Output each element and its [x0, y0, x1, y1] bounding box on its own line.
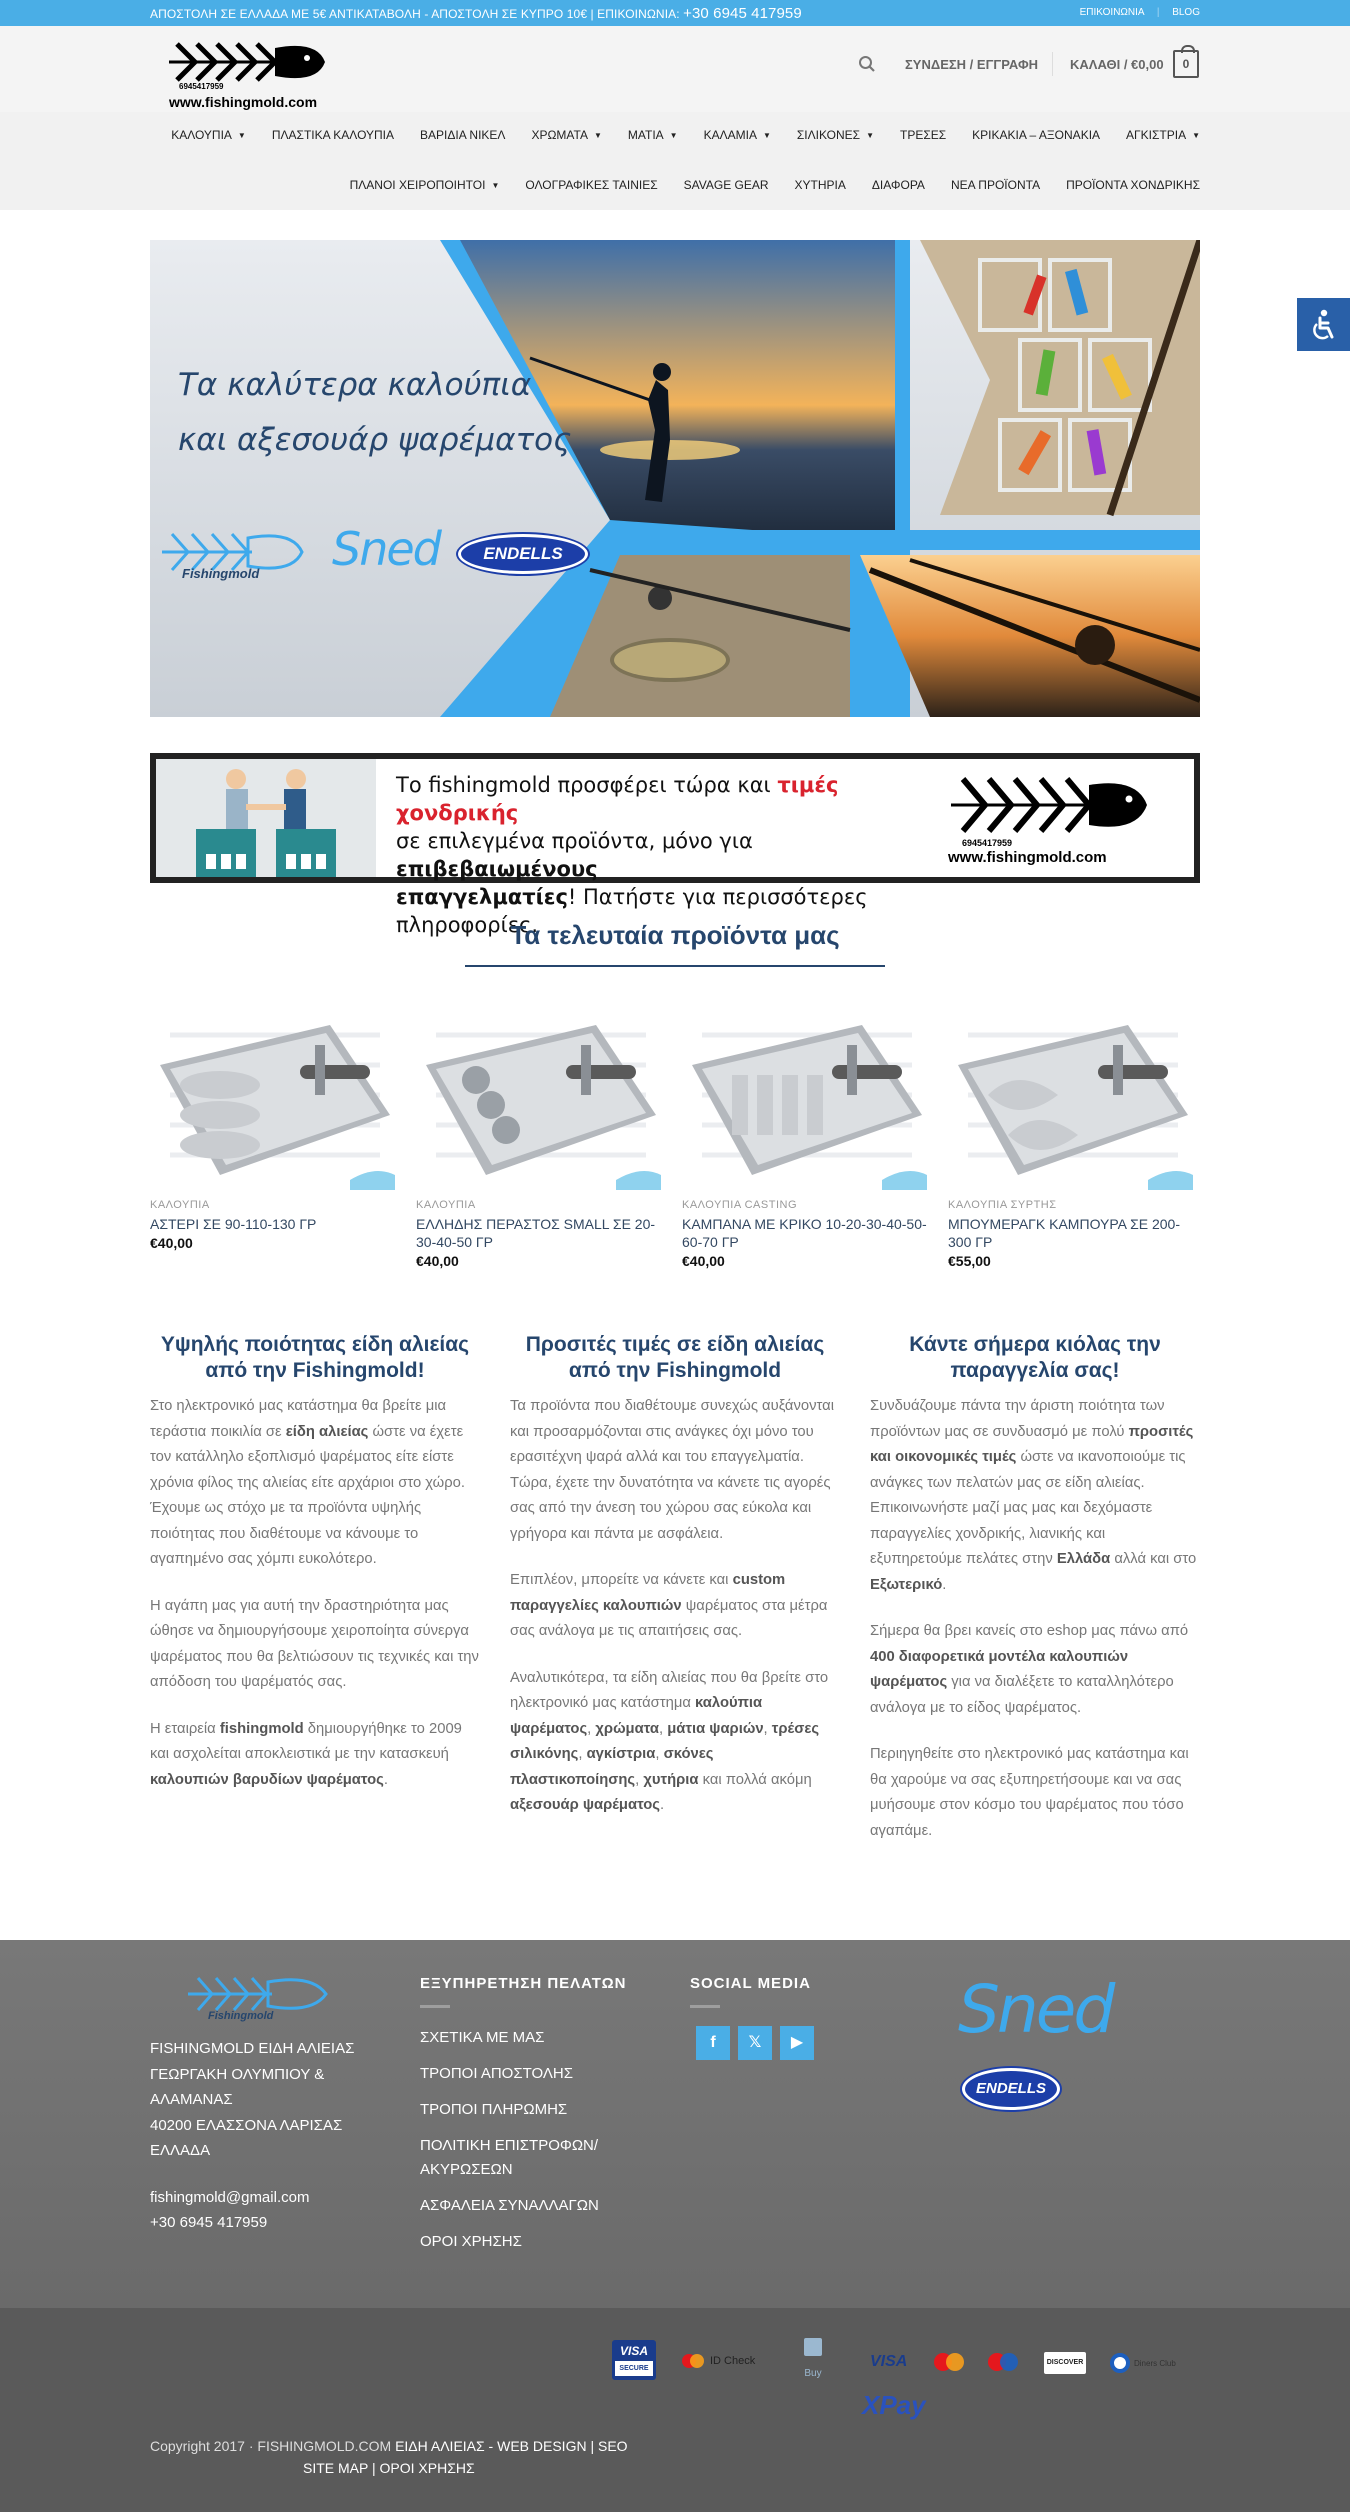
- nav-item-label: ΒΑΡΙΔΙΑ ΝΙΚΕΛ: [420, 128, 506, 142]
- chevron-down-icon: ▼: [762, 131, 771, 141]
- footer-bottom-bar: [0, 2308, 1350, 2512]
- facebook-icon[interactable]: f: [696, 2026, 730, 2060]
- nav-row-primary: [145, 128, 1200, 142]
- nav-item-label: ΚΑΛΟΥΠΙΑ: [171, 128, 232, 142]
- header-divider: [1052, 52, 1053, 76]
- latest-products-title: Τα τελευταία προϊόντα μας: [510, 920, 840, 950]
- footer-customer-service: [420, 1975, 660, 2260]
- product-image[interactable]: [948, 1005, 1198, 1190]
- footer-sned-logo[interactable]: Sned: [958, 1971, 1113, 2048]
- nav-item-row2-0[interactable]: [350, 178, 500, 192]
- product-price: €55,00: [948, 1253, 991, 1269]
- search-icon[interactable]: [858, 55, 876, 73]
- product-category[interactable]: ΚΑΛΟΥΠΙΑ CASTING: [682, 1199, 798, 1211]
- hero-artwork: [150, 240, 1200, 717]
- nav-item-label: ΤΡΕΣΕΣ: [899, 128, 947, 142]
- product-card[interactable]: [948, 1005, 1198, 1269]
- nav-item-row2-6[interactable]: [1066, 178, 1200, 192]
- logo-phone: 6945417959: [179, 82, 224, 91]
- topbar-blog-link[interactable]: BLOG: [1172, 7, 1200, 18]
- topbar-contact-link[interactable]: ΕΠΙΚΟΙΝΩΝΙΑ: [1079, 7, 1145, 18]
- product-price: €40,00: [416, 1253, 459, 1269]
- nav-item-label: ΚΡΙΚΑΚΙΑ – ΑΞΟΝΑΚΙΑ: [972, 128, 1101, 142]
- nav-item-label: ΔΙΑΦΟΡΑ: [871, 178, 925, 192]
- site-footer: [0, 1940, 1350, 2308]
- mastercard-logo: [932, 2351, 968, 2373]
- accessibility-icon: [1309, 309, 1339, 341]
- nav-item-label: ΠΛΑΝΟΙ ΧΕΙΡΟΠΟΙΗΤΟΙ: [349, 178, 486, 192]
- wholesale-url: www.fishingmold.com: [948, 849, 1107, 866]
- maestro-logo: [986, 2351, 1022, 2373]
- nav-item-row1-2[interactable]: [420, 128, 505, 142]
- discover-logo: DISCOVER: [1044, 2352, 1086, 2374]
- top-bar: ΑΠΟΣΤΟΛΗ ΣΕ ΕΛΛΑΔΑ ΜΕ 5€ ΑΝΤΙΚΑΤΑΒΟΛΗ - ΑΠΟΣΤΟΛΗ ΣΕ ΚΥΠΡΟ 10€ | ΕΠΙΚΟΙΝΩΝΙΑ: +30 6945 417959 ΕΠΙΚΟΙΝΩΝΙΑ | BLOG: [0, 0, 1350, 26]
- product-image[interactable]: [682, 1005, 932, 1190]
- feature-order: [870, 1332, 1200, 1844]
- nav-item-row1-0[interactable]: [171, 128, 246, 142]
- diners-club-logo: Diners Club: [1110, 2352, 1176, 2374]
- visa-secure-badge: VISA SECURE: [612, 2340, 656, 2380]
- shipping-message: ΑΠΟΣΤΟΛΗ ΣΕ ΕΛΛΑΔΑ ΜΕ 5€ ΑΝΤΙΚΑΤΑΒΟΛΗ - ΑΠΟΣΤΟΛΗ ΣΕ ΚΥΠΡΟ 10€ | ΕΠΙΚΟΙΝΩΝΙΑ: +30 6945 417959: [150, 5, 802, 22]
- x-twitter-icon[interactable]: 𝕏: [738, 2026, 772, 2060]
- nav-item-row2-5[interactable]: [951, 178, 1040, 192]
- feature-prices-text: Τα προϊόντα που διαθέτουμε συνεχώς αυξάνονται και προσαρμόζονται στις ανάγκες όχι μόνο του ερασιτέχνη ψαρά αλλά και του επαγγελματία. Τώρα, έχετε την δυνατότητα να κάνετε τις αγορές σας από την άνεση του χώρου σας εύκολα και γρήγορα και πάντα με ασφάλεια. Επιπλέον, μπορείτε να κάνετε και custom παραγγελίες καλουπιών ψαρέματος στα μέτρα σας ανάλογα με τις απαιτήσεις σας. Αναλυτικότερα, τα είδη αλιείας που θα βρείτε στο ηλεκτρονικό μας κατάστημα καλούπια ψαρέματος, χρώματα, μάτια ψαριών, τρέσες σιλικόνης, αγκίστρια, σκόνες πλαστικοποίησης, χυτήρια και πολλά ακόμη αξεσουάρ ψαρέματος.: [510, 1398, 834, 1813]
- wholesale-phone: 6945417959: [962, 838, 1013, 848]
- footer-social: [690, 1975, 910, 2060]
- nav-item-label: ΚΑΛΑΜΙΑ: [703, 128, 757, 142]
- fish-logo-icon: [951, 771, 1151, 841]
- topbar-phone[interactable]: +30 6945 417959: [683, 5, 802, 22]
- nav-item-label: ΣΙΛΙΚΟΝΕΣ: [796, 128, 861, 142]
- nav-item-label: ΧΥΤΗΡΙΑ: [794, 178, 846, 192]
- feature-order-text: Συνδυάζουμε πάντα την άριστη ποιότητα των προϊόντων μας σε συνδυασμό με πολύ προσιτές και οικονομικές τιμές ώστε να ικανοποιούμε τις ανάγκες των πελατών μας σε είδη αλιείας. Επικοινωνήστε μαζί μας μας και δεχόμαστε παραγγελίες χονδρικής, λιανικής και εξυπηρετούμε πελάτες στην Ελλάδα αλλά και στο Εξωτερικό. Σήμερα θα βρει κανείς στο eshop μας πάνω από 400 διαφορετικά μοντέλα καλουπιών ψαρέματος για να διαλέξετε το καταλληλότερο ανάλογα με το είδος ψαρέματος. Περιηγηθείτε στο ηλεκτρονικό μας κατάστημα και θα χαρούμε να σας εξυπηρετήσουμε και να σας μυήσουμε στον κόσμο του ψαρέματος που τόσο αγαπάμε.: [870, 1398, 1197, 1839]
- xpay-logo: XPay: [862, 2390, 926, 2420]
- fishingmold-brand-logo: Fishingmold: [162, 522, 312, 586]
- nav-item-row1-4[interactable]: [628, 128, 678, 142]
- endells-brand-logo: ENDELLS: [458, 534, 588, 574]
- product-category[interactable]: ΚΑΛΟΥΠΙΑ: [416, 1199, 476, 1211]
- chevron-down-icon: ▼: [1192, 131, 1200, 141]
- nav-item-label: ΠΛΑΣΤΙΚΑ ΚΑΛΟΥΠΙΑ: [271, 128, 395, 142]
- footer-service-link[interactable]: ΤΡΟΠΟΙ ΠΛΗΡΩΜΗΣ: [420, 2101, 568, 2118]
- footer-service-title: ΕΞΥΠΗΡΕΤΗΣΗ ΠΕΛΑΤΩΝ: [420, 1975, 627, 1992]
- nav-item-label: ΧΡΩΜΑΤΑ: [531, 128, 588, 142]
- nav-item-row1-3[interactable]: [531, 128, 601, 142]
- feature-order-title: Κάντε σήμερα κιόλας την παραγγελία σας!: [909, 1333, 1161, 1382]
- nav-item-label: SAVAGE GEAR: [683, 178, 769, 192]
- product-card[interactable]: [682, 1005, 932, 1269]
- product-name[interactable]: ΕΛΛΗΔΗΣ ΠΕΡΑΣΤΟΣ SMALL ΣΕ 20-30-40-50 ΓΡ: [416, 1216, 656, 1250]
- logo-url: www.fishingmold.com: [169, 94, 318, 110]
- accessibility-button[interactable]: [1297, 298, 1350, 351]
- copyright-links[interactable]: ΕΙΔΗ ΑΛΙΕΙΑΣ - WEB DESIGN | SEO: [395, 2438, 628, 2454]
- wholesale-text: Το fishingmold προσφέρει τώρα και τιμές χονδρικής σε επιλεγμένα προϊόντα, μόνο για επιβεβαιωμένους επαγγελματίες! Πατήστε για περισσότερες πληροφορίες.: [396, 773, 868, 937]
- footer-endells-logo[interactable]: ENDELLS: [962, 2068, 1060, 2110]
- chevron-down-icon: ▼: [866, 131, 874, 141]
- product-name[interactable]: ΜΠΟΥΜΕΡΑΓΚ ΚΑΜΠΟΥΡΑ ΣΕ 200-300 ΓΡ: [948, 1216, 1181, 1250]
- hero-banner[interactable]: [150, 240, 1200, 717]
- product-image[interactable]: [150, 1005, 400, 1190]
- footer-social-title: SOCIAL MEDIA: [690, 1975, 811, 1992]
- product-card[interactable]: [150, 1005, 400, 1251]
- cart-link[interactable]: ΚΑΛΑΘΙ / €0,00: [1070, 57, 1164, 72]
- product-category[interactable]: ΚΑΛΟΥΠΙΑ ΣΥΡΤΗΣ: [948, 1199, 1057, 1211]
- nav-item-row2-1[interactable]: [525, 178, 657, 192]
- nav-row-secondary: [324, 178, 1200, 192]
- chevron-down-icon: ▼: [237, 131, 246, 141]
- youtube-icon[interactable]: ▶: [780, 2026, 814, 2060]
- site-header: [0, 26, 1350, 112]
- nav-item-row1-8[interactable]: [972, 128, 1100, 142]
- product-name[interactable]: ΑΣΤΕΡΙ ΣΕ 90-110-130 ΓΡ: [150, 1216, 317, 1232]
- cart-count-badge[interactable]: 0: [1173, 50, 1199, 78]
- nav-item-label: ΑΓΚΙΣΤΡΙΑ: [1126, 128, 1187, 142]
- footer-service-link[interactable]: ΟΡΟΙ ΧΡΗΣΗΣ: [420, 2233, 522, 2250]
- footer-contact: [150, 1972, 400, 2236]
- footer-logo[interactable]: Fishingmold: [188, 1972, 338, 2020]
- footer-address: FISHINGMOLD ΕΙΔΗ ΑΛΙΕΙΑΣ ΓΕΩΡΓΑΚΗ ΟΛΥΜΠΙΟΥ & ΑΛΑΜΑΝΑΣ 40200 ΕΛΑΣΣΟΝΑ ΛΑΡΙΣΑΣ ΕΛΛΑΔΑ: [150, 2040, 355, 2159]
- nav-item-row1-6[interactable]: [797, 128, 874, 142]
- nav-item-row2-2[interactable]: [684, 178, 769, 192]
- visa-logo: VISA: [870, 2353, 908, 2370]
- nav-item-label: ΟΛΟΓΡΑΦΙΚΕΣ ΤΑΙΝΙΕΣ: [525, 178, 658, 192]
- product-image[interactable]: [416, 1005, 666, 1190]
- wholesale-logo: [951, 771, 1151, 841]
- footer-service-link[interactable]: ΣΧΕΤΙΚΑ ΜΕ ΜΑΣ: [420, 2029, 545, 2046]
- sned-brand-logo: Sned: [332, 522, 440, 576]
- main-navigation: [0, 112, 1350, 210]
- feature-prices: [510, 1332, 840, 1819]
- nav-item-row1-5[interactable]: [704, 128, 771, 142]
- footer-service-link[interactable]: ΑΣΦΑΛΕΙΑ ΣΥΝΑΛΛΑΓΩΝ: [420, 2197, 599, 2214]
- nav-item-label: ΝΕΑ ΠΡΟΪΟΝΤΑ: [950, 178, 1041, 192]
- product-price: €40,00: [682, 1253, 725, 1269]
- sitemap-links[interactable]: SITE MAP | ΟΡΟΙ ΧΡΗΣΗΣ: [303, 2460, 475, 2476]
- copyright: Copyright 2017 · FISHINGMOLD.COM ΕΙΔΗ ΑΛΙΕΙΑΣ - WEB DESIGN | SEO SITE MAP | ΟΡΟΙ ΧΡΗΣΗΣ: [150, 2435, 628, 2479]
- product-category[interactable]: ΚΑΛΟΥΠΙΑ: [150, 1199, 210, 1211]
- login-register-link[interactable]: ΣΥΝΔΕΣΗ / ΕΓΓΡΑΦΗ: [905, 57, 1039, 72]
- footer-service-link[interactable]: ΤΡΟΠΟΙ ΑΠΟΣΤΟΛΗΣ: [420, 2065, 574, 2082]
- nav-item-row1-7[interactable]: [900, 128, 946, 142]
- product-card[interactable]: [416, 1005, 666, 1269]
- nav-item-row1-9[interactable]: [1126, 128, 1200, 142]
- feature-quality-text: Στο ηλεκτρονικό μας κατάστημα θα βρείτε μια τεράστια ποικιλία σε είδη αλιείας ώστε να έχετε τον κατάλληλο εξοπλισμό ψαρέματος είτε είστε χρόνια φίλος της αλιείας είτε αρχάριοι στο χώρο. Έχουμε ως στόχο με τα προϊόντα υψηλής ποιότητας που διαθέτουμε να κάνουμε το αγαπημένο σας χόμπι ευκολότερο. Η αγάπη μας για αυτή την δραστηριότητα μας ώθησε να δημιουργήσουμε χειροποίητα σύνεργα ψαρέματος που θα βελτιώσουν τις τεχνικές και την απόδοση του ψαρέματός σας. Η εταιρεία fishingmold δημιουργήθηκε το 2009 και ασχολείται αποκλειστικά με την κατασκευή καλουπιών βαρυδίων ψαρέματος.: [150, 1398, 479, 1788]
- handshake-illustration: [156, 759, 376, 877]
- nav-item-row2-4[interactable]: [872, 178, 925, 192]
- product-name[interactable]: ΚΑΜΠΑΝΑ ΜΕ ΚΡΙΚΟ 10-20-30-40-50-60-70 ΓΡ: [682, 1216, 927, 1250]
- product-price: €40,00: [150, 1235, 193, 1251]
- feature-quality-title: Υψηλής ποιότητας είδη αλιείας από την Fishingmold!: [160, 1333, 470, 1382]
- chevron-down-icon: ▼: [491, 181, 500, 191]
- bank-buy-badge: Buy: [790, 2338, 836, 2382]
- nav-item-label: ΜΑΤΙΑ: [627, 128, 664, 142]
- mastercard-id-check-badge: ID Check: [682, 2350, 755, 2372]
- hero-headline: Τα καλύτερα καλούπια και αξεσουάρ ψαρέματος: [178, 367, 572, 458]
- nav-item-row1-1[interactable]: [272, 128, 394, 142]
- title-underline: [465, 965, 885, 967]
- feature-quality: [150, 1332, 480, 1793]
- footer-service-links: [420, 2020, 660, 2260]
- footer-phone[interactable]: +30 6945 417959: [150, 2214, 268, 2231]
- chevron-down-icon: ▼: [593, 131, 602, 141]
- footer-service-link[interactable]: ΠΟΛΙΤΙΚΗ ΕΠΙΣΤΡΟΦΩΝ/ ΑΚΥΡΩΣΕΩΝ: [420, 2137, 599, 2178]
- site-logo[interactable]: [167, 36, 329, 112]
- nav-item-label: ΠΡΟΪΟΝΤΑ ΧΟΝΔΡΙΚΗΣ: [1066, 178, 1200, 192]
- chevron-down-icon: ▼: [669, 131, 678, 141]
- footer-email[interactable]: fishingmold@gmail.com: [150, 2188, 310, 2206]
- nav-item-row2-3[interactable]: [795, 178, 846, 192]
- feature-prices-title: Προσιτές τιμές σε είδη αλιείας από την Fishingmold: [525, 1333, 825, 1382]
